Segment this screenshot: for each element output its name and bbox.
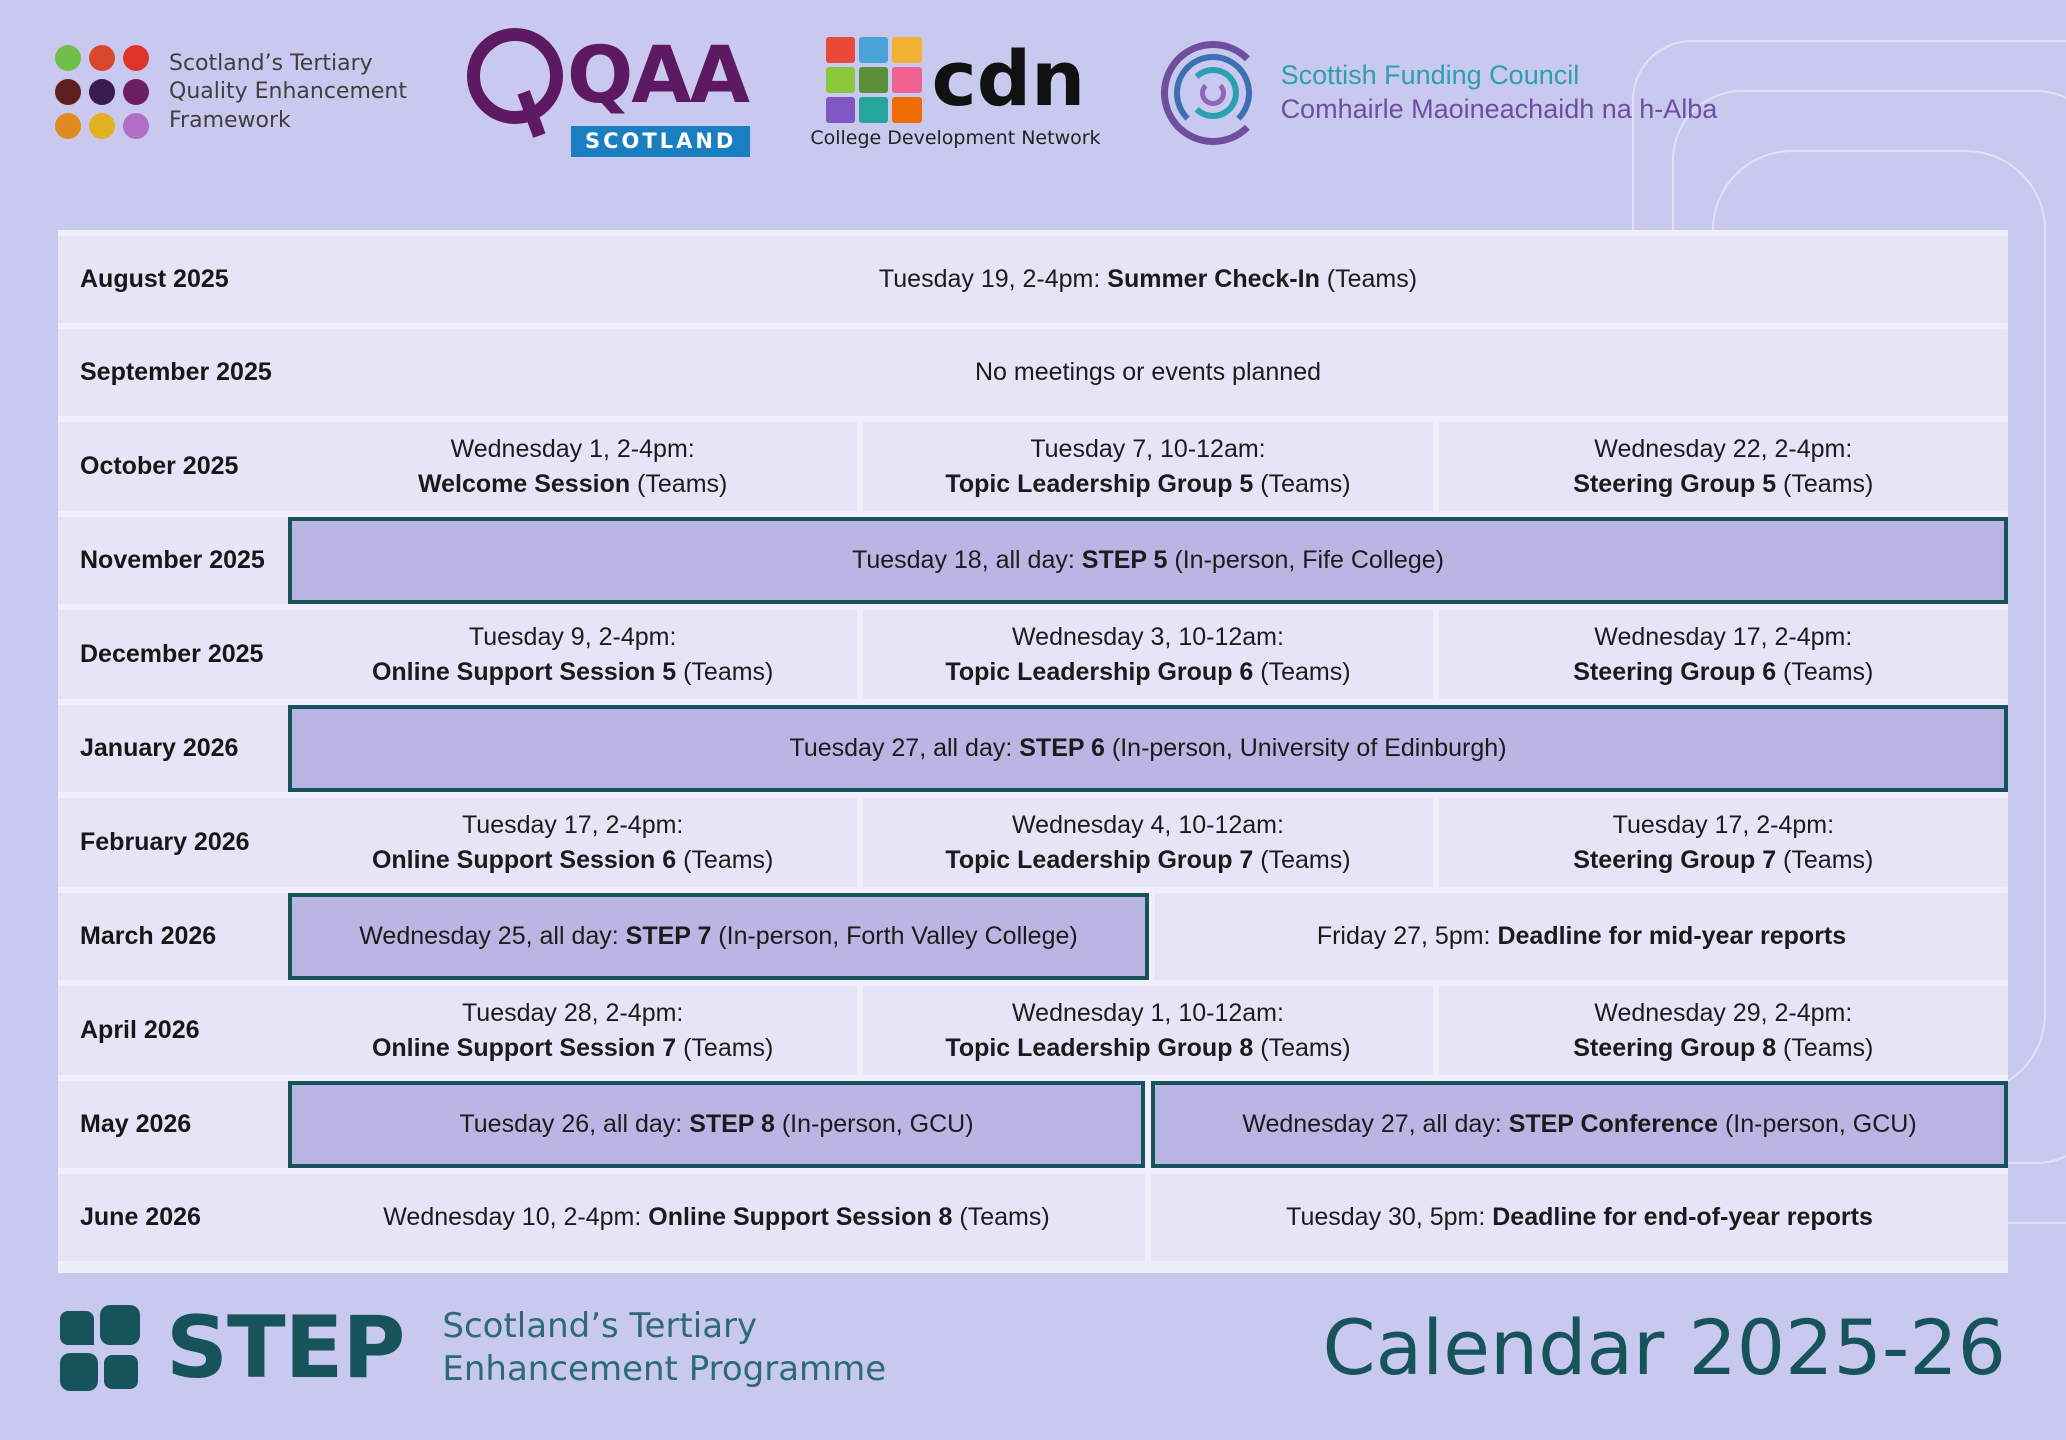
calendar-event-cell — [1155, 893, 2008, 980]
event-name: Summer Check-In — [1107, 265, 1320, 294]
cdn-tile-2 — [859, 37, 888, 63]
steqf-dot-5 — [89, 79, 115, 105]
event-name: Online Support Session 6 — [371, 845, 677, 874]
event-detail: (Teams) — [1253, 469, 1351, 498]
event-name: Steering Group 6 — [1573, 657, 1777, 686]
month-label: February 2026 — [58, 798, 288, 893]
event-name: Online Support Session 7 — [371, 1033, 677, 1062]
month-label: October 2025 — [58, 422, 288, 517]
calendar-event-cell — [288, 986, 857, 1075]
cdn-tile-1 — [826, 37, 855, 63]
calendar-row — [58, 986, 2008, 1081]
step-wordmark: STEP — [166, 1297, 405, 1398]
event-detail: (In-person, Fife College) — [1167, 546, 1444, 575]
calendar-event-cell-highlighted — [288, 517, 2008, 604]
steqf-dot-1 — [55, 45, 81, 71]
calendar-event-cell — [288, 236, 2008, 323]
calendar-event-cell — [1439, 610, 2008, 699]
calendar-row — [58, 236, 2008, 329]
event-detail: Tuesday 18, all day: — [852, 546, 1082, 575]
calendar-title: Calendar 2025-26 — [1322, 1302, 2006, 1392]
event-detail: Wednesday 10, 2-4pm: — [383, 1203, 649, 1232]
calendar-event-cell-highlighted — [1151, 1081, 2008, 1168]
calendar-table — [58, 230, 2008, 1273]
event-detail: (Teams) — [1253, 1033, 1351, 1062]
event-name: STEP 6 — [1019, 734, 1105, 763]
steqf-logo-text — [169, 50, 407, 134]
event-name: STEP 7 — [625, 922, 712, 951]
qaa-scotland-band: SCOTLAND — [571, 126, 750, 157]
scottish-funding-council-logo — [1161, 41, 1718, 145]
steqf-dot-8 — [89, 113, 115, 139]
event-detail: Tuesday 17, 2-4pm: — [461, 811, 684, 839]
event-detail: (Teams) — [676, 1033, 774, 1062]
event-detail: (In-person, Forth Valley College) — [711, 922, 1078, 951]
event-detail: Tuesday 26, all day: — [459, 1110, 690, 1139]
calendar-event-cell — [288, 798, 857, 887]
calendar-event-cell-highlighted — [288, 705, 2008, 792]
event-detail: Tuesday 27, all day: — [789, 734, 1020, 763]
event-name: STEP 5 — [1081, 546, 1168, 575]
calendar-event-cell — [288, 1174, 1145, 1261]
event-detail: Tuesday 30, 5pm: — [1286, 1203, 1493, 1232]
month-label: September 2025 — [58, 329, 288, 422]
event-name: STEP 8 — [689, 1110, 775, 1139]
calendar-cells — [288, 798, 2008, 893]
event-detail: (Teams) — [1253, 845, 1351, 874]
event-detail: (Teams) — [952, 1203, 1050, 1232]
cdn-logo — [810, 34, 1101, 149]
month-label: November 2025 — [58, 517, 288, 610]
month-label: December 2025 — [58, 610, 288, 705]
cdn-tile-9 — [892, 97, 921, 123]
event-detail: (Teams) — [676, 657, 774, 686]
logo-header — [0, 0, 2066, 185]
steqf-dots-icon — [55, 45, 151, 141]
event-detail: (Teams) — [1319, 265, 1418, 294]
event-detail: (Teams) — [1776, 657, 1874, 686]
event-name: Deadline for mid-year reports — [1497, 922, 1847, 951]
steqf-dot-9 — [123, 113, 149, 139]
steqf-line-3: Framework — [169, 107, 291, 133]
event-name: Topic Leadership Group 7 — [945, 845, 1254, 874]
event-detail: Tuesday 19, 2-4pm: — [878, 265, 1108, 294]
event-detail: (In-person, University of Edinburgh) — [1104, 734, 1507, 763]
event-name: Deadline for end-of-year reports — [1492, 1203, 1873, 1232]
calendar-event-cell — [1439, 422, 2008, 511]
cdn-tile-7 — [826, 97, 855, 123]
calendar-event-cell-highlighted — [288, 1081, 1145, 1168]
event-detail: (Teams) — [1776, 845, 1874, 874]
event-detail: No meetings or events planned — [974, 358, 1322, 387]
calendar-cells — [288, 1174, 2008, 1267]
event-detail: (In-person, GCU) — [774, 1110, 974, 1139]
calendar-cells — [288, 705, 2008, 798]
event-name: Steering Group 7 — [1573, 845, 1777, 874]
event-name: Topic Leadership Group 5 — [945, 469, 1254, 498]
calendar-cells — [288, 517, 2008, 610]
sfc-rings-icon — [1161, 41, 1265, 145]
step-programme-logo — [60, 1297, 887, 1398]
step-tagline-line-1: Scotland’s Tertiary — [442, 1306, 758, 1346]
cdn-tile-6 — [892, 67, 921, 93]
event-detail: Wednesday 1, 2-4pm: — [450, 435, 695, 463]
event-name: Steering Group 8 — [1573, 1033, 1777, 1062]
month-label: April 2026 — [58, 986, 288, 1081]
steqf-dot-6 — [123, 79, 149, 105]
calendar-row — [58, 893, 2008, 986]
calendar-event-cell — [863, 798, 1432, 887]
steqf-dot-4 — [55, 79, 81, 105]
qaa-scotland-logo — [467, 28, 750, 157]
step-tagline-line-2: Enhancement Programme — [442, 1348, 887, 1389]
event-detail: Tuesday 17, 2-4pm: — [1612, 811, 1835, 839]
calendar-row — [58, 610, 2008, 705]
event-name: Online Support Session 8 — [648, 1203, 953, 1232]
event-name: Online Support Session 5 — [371, 657, 677, 686]
cdn-tiles-icon — [826, 37, 922, 123]
calendar-row — [58, 1174, 2008, 1267]
event-detail: (In-person, GCU) — [1718, 1110, 1917, 1139]
steqf-line-2: Quality Enhancement — [169, 79, 407, 105]
month-label: January 2026 — [58, 705, 288, 798]
calendar-event-cell — [288, 422, 857, 511]
sfc-line-1: Scottish Funding Council — [1280, 59, 1580, 90]
calendar-event-cell — [1439, 986, 2008, 1075]
qaa-q-mark-icon — [467, 28, 563, 124]
calendar-row — [58, 329, 2008, 422]
event-detail: Tuesday 7, 10-12am: — [1030, 435, 1266, 463]
event-detail: Tuesday 28, 2-4pm: — [461, 999, 684, 1027]
event-detail: (Teams) — [630, 469, 728, 498]
steqf-logo — [55, 45, 407, 141]
event-detail: (Teams) — [1253, 657, 1351, 686]
calendar-row — [58, 1081, 2008, 1174]
steqf-dot-3 — [123, 45, 149, 71]
calendar-cells — [288, 986, 2008, 1081]
event-name: Topic Leadership Group 6 — [945, 657, 1254, 686]
calendar-row — [58, 517, 2008, 610]
event-detail: (Teams) — [1776, 469, 1874, 498]
page-footer — [0, 1255, 2066, 1440]
calendar-event-cell — [288, 610, 857, 699]
month-label: June 2026 — [58, 1174, 288, 1267]
event-detail: Wednesday 27, all day: — [1242, 1110, 1509, 1139]
cdn-subtitle: College Development Network — [810, 126, 1101, 149]
event-detail: (Teams) — [676, 845, 774, 874]
calendar-cells — [288, 236, 2008, 329]
event-detail: Wednesday 3, 10-12am: — [1012, 623, 1284, 651]
calendar-row — [58, 798, 2008, 893]
event-name: Topic Leadership Group 8 — [945, 1033, 1254, 1062]
event-detail: Wednesday 25, all day: — [359, 922, 626, 951]
steqf-dot-7 — [55, 113, 81, 139]
event-detail: (Teams) — [1776, 1033, 1874, 1062]
event-name: Steering Group 5 — [1573, 469, 1777, 498]
month-label: August 2025 — [58, 236, 288, 329]
cdn-tile-5 — [859, 67, 888, 93]
calendar-cells — [288, 329, 2008, 422]
calendar-event-cell — [1439, 798, 2008, 887]
calendar-cells — [288, 610, 2008, 705]
calendar-row — [58, 422, 2008, 517]
calendar-event-cell — [863, 986, 1432, 1075]
cdn-tile-3 — [892, 37, 921, 63]
event-name: Welcome Session — [417, 469, 631, 498]
calendar-event-cell — [863, 610, 1432, 699]
calendar-cells — [288, 422, 2008, 517]
calendar-event-cell — [863, 422, 1432, 511]
event-detail: Wednesday 22, 2-4pm: — [1594, 435, 1853, 463]
calendar-event-cell-highlighted — [288, 893, 1149, 980]
cdn-letters: cdn — [931, 34, 1086, 124]
event-detail: Wednesday 1, 10-12am: — [1012, 999, 1284, 1027]
calendar-event-cell — [1151, 1174, 2008, 1261]
event-detail: Friday 27, 5pm: — [1316, 922, 1498, 951]
month-label: March 2026 — [58, 893, 288, 986]
step-tagline — [442, 1305, 886, 1390]
cdn-tile-8 — [859, 97, 888, 123]
event-detail: Wednesday 4, 10-12am: — [1012, 811, 1284, 839]
event-detail: Wednesday 29, 2-4pm: — [1594, 999, 1853, 1027]
calendar-row — [58, 705, 2008, 798]
sfc-line-2: Comhairle Maoineachaidh na h-Alba — [1280, 93, 1718, 124]
event-detail: Tuesday 9, 2-4pm: — [468, 623, 677, 651]
qaa-letters: QAA — [566, 30, 749, 121]
step-mark-icon — [60, 1305, 146, 1391]
calendar-cells — [288, 1081, 2008, 1174]
calendar-event-cell — [288, 329, 2008, 416]
cdn-tile-4 — [826, 67, 855, 93]
event-name: STEP Conference — [1508, 1110, 1719, 1139]
steqf-line-1: Scotland’s Tertiary — [169, 51, 373, 77]
event-detail: Wednesday 17, 2-4pm: — [1594, 623, 1853, 651]
steqf-dot-2 — [89, 45, 115, 71]
calendar-cells — [288, 893, 2008, 986]
sfc-logo-text — [1281, 59, 1718, 127]
month-label: May 2026 — [58, 1081, 288, 1174]
